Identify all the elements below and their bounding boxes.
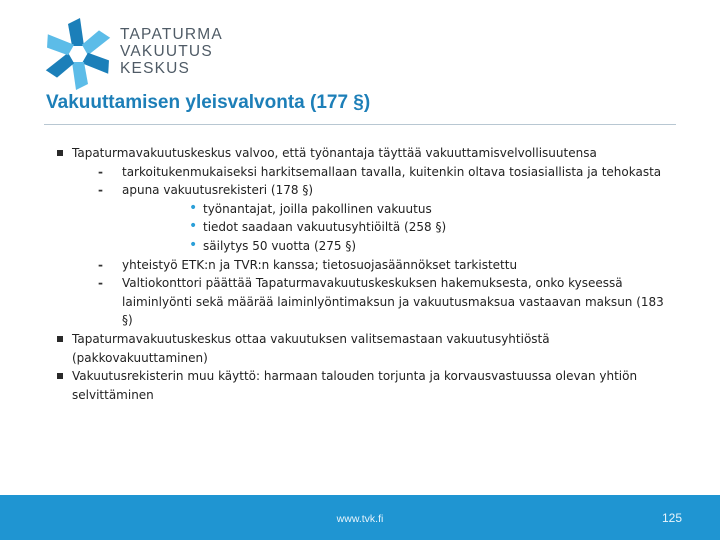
logo-line-3: KESKUS bbox=[120, 60, 191, 77]
logo-wordmark bbox=[120, 26, 223, 77]
bullet-list bbox=[56, 144, 676, 404]
logo-line-1: TAPATURMA bbox=[120, 26, 223, 43]
footer-bar bbox=[0, 495, 720, 540]
slide-title: Vakuuttamisen yleisvalvonta (177 §) bbox=[46, 92, 371, 113]
title-divider bbox=[44, 124, 676, 125]
bullet-item bbox=[56, 144, 676, 330]
bullet-text: Tapaturmavakuutuskeskus valvoo, että työnantaja täyttää vakuuttamisvelvollisuutensa bbox=[72, 146, 597, 160]
sub-bullet-text: Valtiokonttori päättää Tapaturmavakuutuskeskuksen hakemuksesta, onko kyseessä laiminlyönti sekä määrää laiminlyöntimaksun ja vakuutusmaksua vastaavan maksun (183 §) bbox=[122, 276, 664, 328]
sub-bullet-text: apuna vakuutusrekisteri (178 §) bbox=[122, 183, 313, 198]
sub-bullet-text: yhteistyö ETK:n ja TVR:n kanssa; tietosuojasäännökset tarkistettu bbox=[122, 257, 518, 272]
logo-icon bbox=[38, 14, 118, 94]
sub-sub-bullet-item: • säilytys 50 vuotta (275 §) bbox=[122, 237, 676, 256]
bullet-item bbox=[56, 330, 676, 367]
sub-bullet-item bbox=[72, 274, 676, 330]
page-number: 125 bbox=[661, 511, 682, 525]
logo-line-2: VAKUUTUS bbox=[120, 43, 213, 60]
sub-bullet-text: tarkoitukenmukaiseksi harkitsemallaan tavalla, kuitenkin oltava tosiasiallista ja tehokasta bbox=[122, 164, 662, 179]
bullet-item bbox=[56, 367, 676, 404]
footer-url: www.tvk.fi bbox=[336, 513, 384, 525]
sub-bullet-item bbox=[72, 163, 676, 182]
sub-bullet-item bbox=[72, 181, 676, 255]
bullet-text: Tapaturmavakuutuskeskus ottaa vakuutuksen valitsemastaan vakuutusyhtiöstä (pakkovakuuttaminen) bbox=[72, 331, 550, 365]
sub-sub-bullet-item: • tiedot saadaan vakuutusyhtiöiltä (258 §) bbox=[122, 218, 676, 237]
sub-sub-bullet-item: • työnantajat, joilla pakollinen vakuutus bbox=[122, 200, 676, 219]
bullet-text: Vakuutusrekisterin muu käyttö: harmaan talouden torjunta ja korvausvastuussa olevan yhtiön selvittäminen bbox=[72, 369, 638, 402]
sub-bullet-item bbox=[72, 256, 676, 275]
